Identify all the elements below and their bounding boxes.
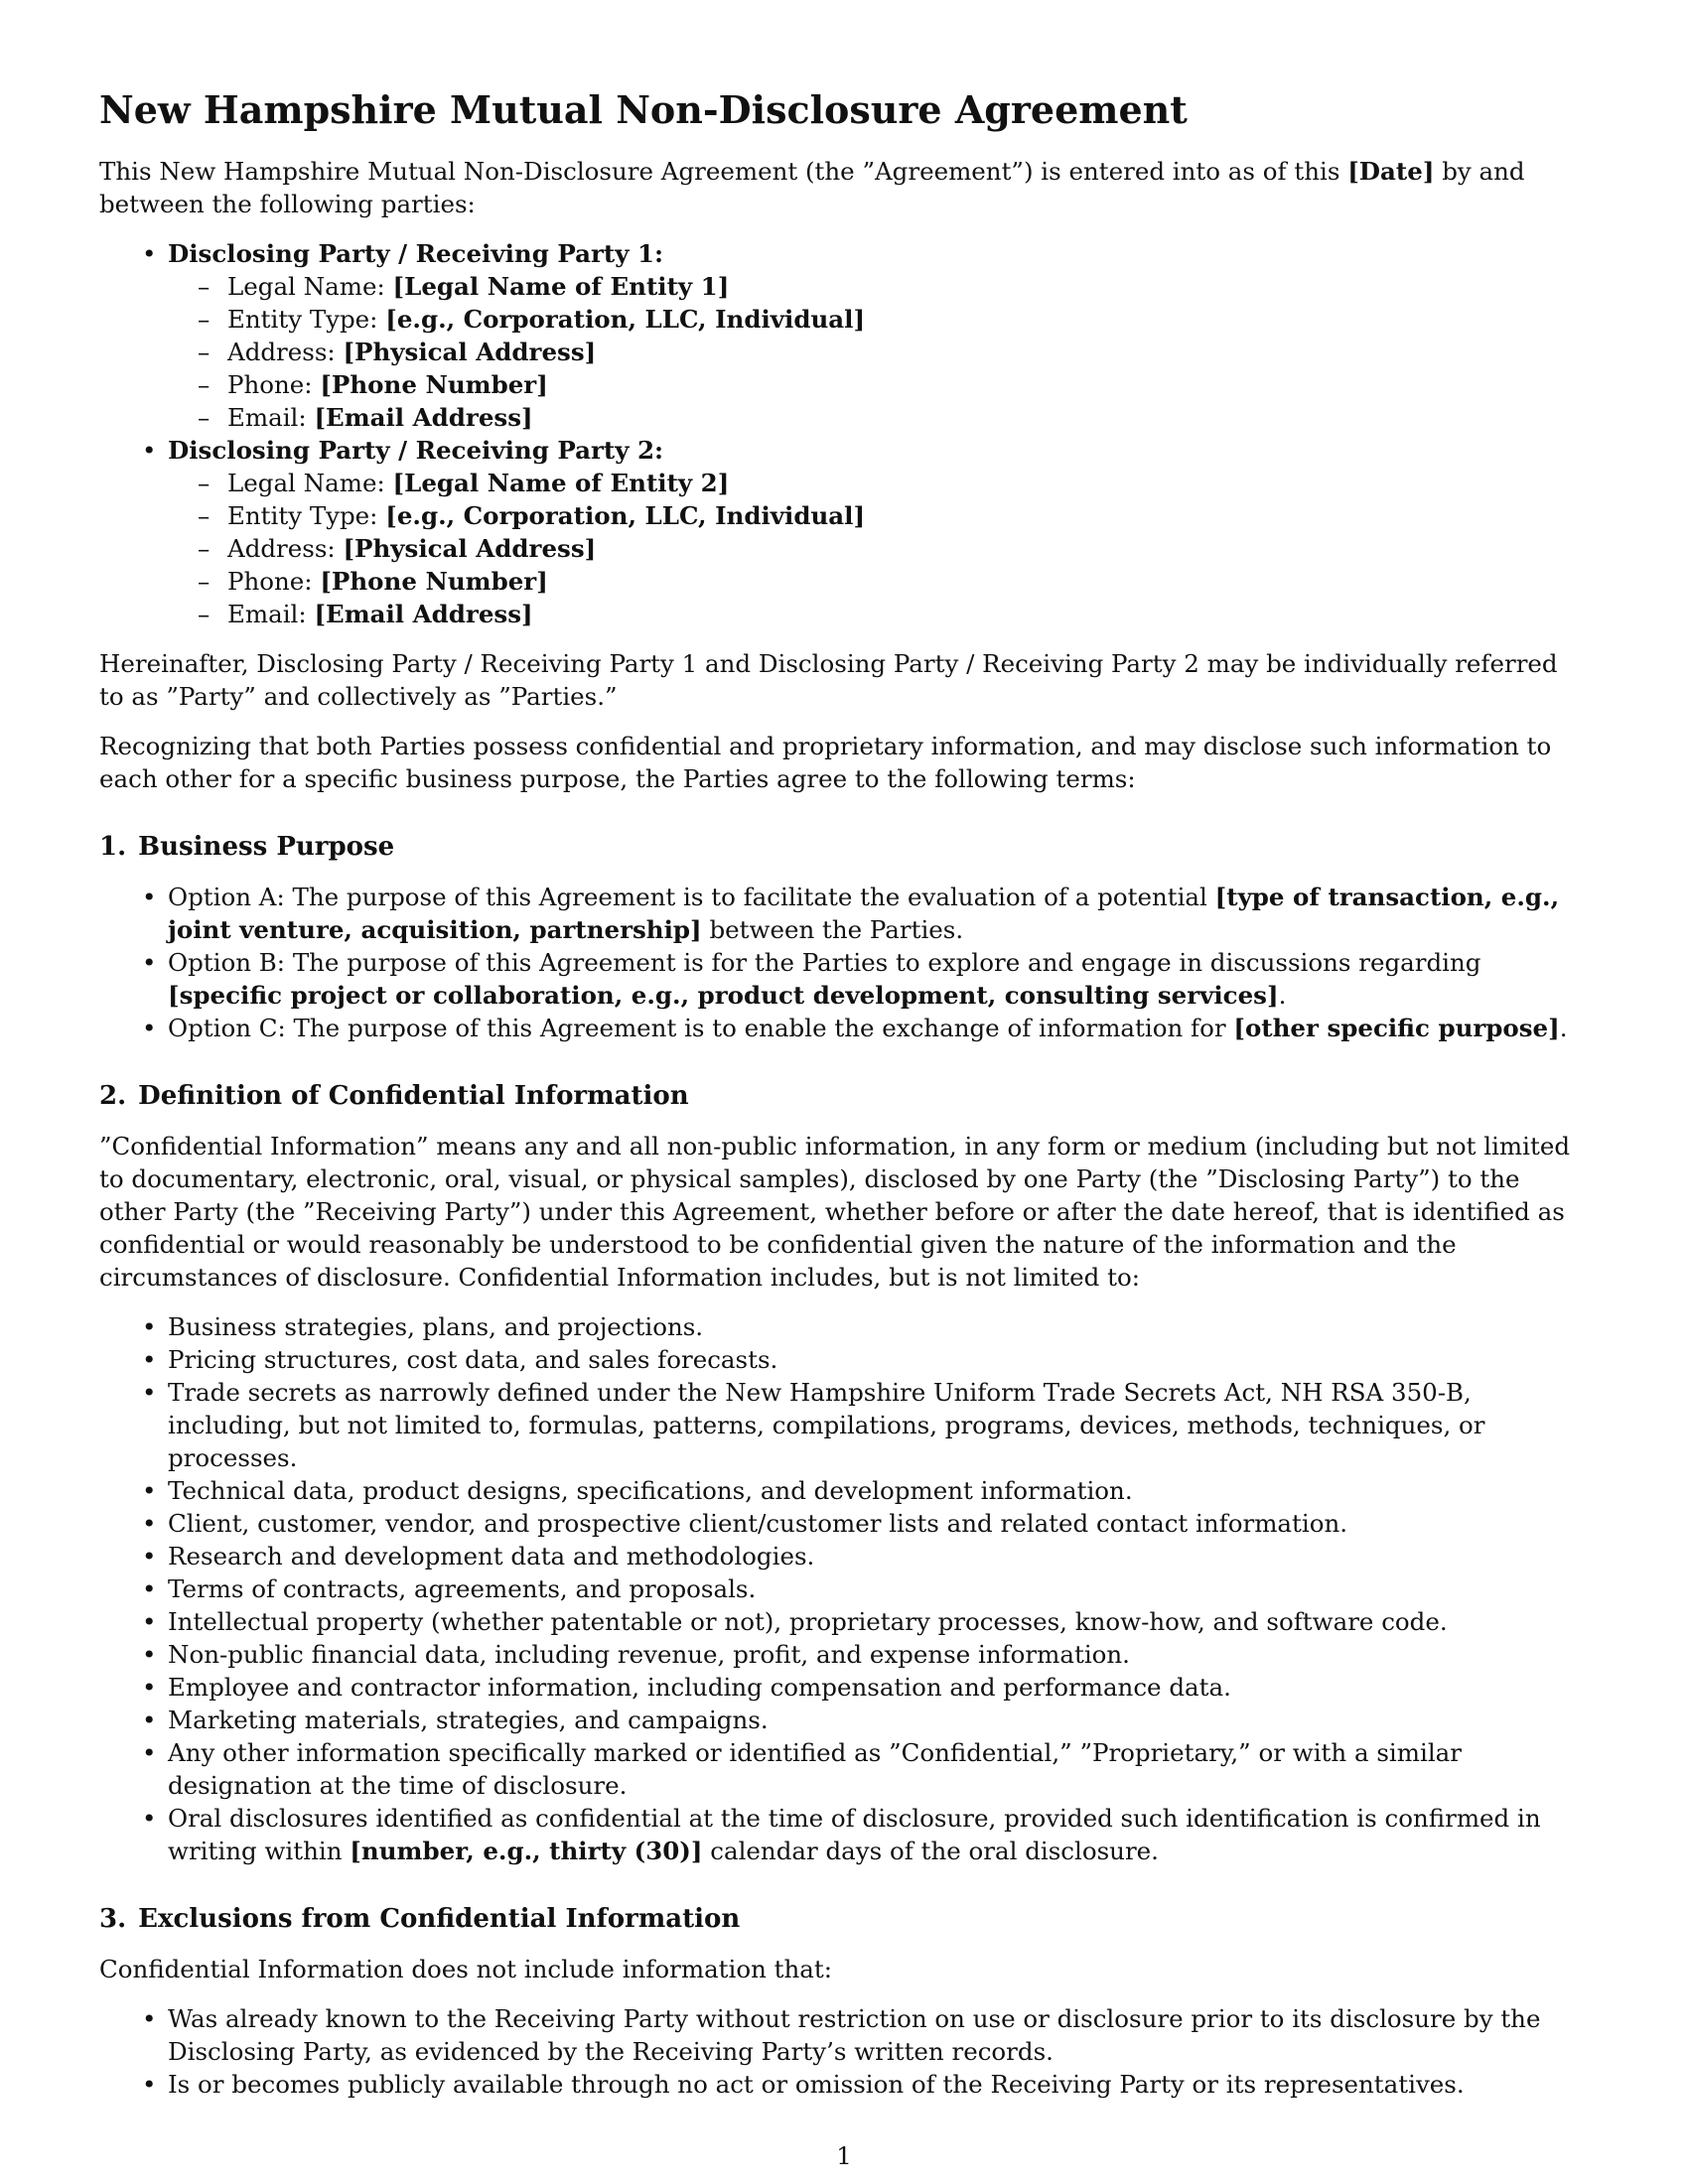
- list-item: • Employee and contractor information, including compensation and performance data.: [168, 1671, 1589, 1704]
- party-field: [227, 270, 1589, 303]
- field-label: Address:: [227, 338, 344, 366]
- field-label: Email:: [227, 403, 315, 432]
- party-2: [168, 434, 1589, 630]
- field-placeholder: [e.g., Corporation, LLC, Individual]: [385, 501, 866, 530]
- section-number: 3.: [99, 1904, 127, 1934]
- field-placeholder: [Legal Name of Entity 1]: [392, 272, 730, 301]
- intro-text-end: by and between the following parties:: [99, 157, 1525, 218]
- field-label: Email:: [227, 600, 315, 628]
- party-field: [227, 303, 1589, 336]
- recognizing-paragraph: Recognizing that both Parties possess confidential and proprietary information, and may disclose such information to each other for a specific business purpose, the Parties agree to the following terms:: [99, 732, 1552, 793]
- section-2-heading: [99, 1080, 1589, 1113]
- party-heading: Disclosing Party / Receiving Party 1:: [168, 239, 664, 268]
- party-field: [227, 467, 1589, 499]
- document-page: [99, 87, 1589, 2117]
- list-item: • Business strategies, plans, and projections.: [168, 1310, 1589, 1343]
- field-placeholder: [Physical Address]: [343, 534, 597, 563]
- option-text-end: between the Parties.: [701, 915, 964, 944]
- definition-paragraph: ”Confidential Information” means any and all non-public information, in any form or medium (including but not limited to documentary, electronic, oral, visual, or physical samples), disclosed by one Party (the ”Disclosing Party”) to the other Party (the ”Receiving Party”) under this Agreement, whether before or after the date hereof, that is identified as confidential or would reasonably be understood to be confidential given the nature of the information and the circumstances of disclosure. Confidential Information includes, but is not limited to:: [99, 1132, 1571, 1292]
- days-placeholder: [number, e.g., thirty (30)]: [350, 1837, 703, 1865]
- option-placeholder: [type of transaction, e.g., joint venture, acquisition, partnership]: [168, 883, 1560, 944]
- business-purpose-options: [99, 881, 1589, 1044]
- field-placeholder: [Email Address]: [314, 403, 533, 432]
- list-item: • Pricing structures, cost data, and sales forecasts.: [168, 1343, 1589, 1376]
- field-placeholder: [Email Address]: [314, 600, 533, 628]
- oral-item-text: Oral disclosures identified as confidential at the time of disclosure, provided such identification is confirmed in writing within: [168, 1804, 1541, 1865]
- section-title: Exclusions from Confidential Information: [138, 1904, 741, 1934]
- option-text: Option A: The purpose of this Agreement is to facilitate the evaluation of a potential: [168, 883, 1215, 911]
- list-item: • Trade secrets as narrowly defined under the New Hampshire Uniform Trade Secrets Act, NH RSA 350-B, including, but not limited to, formulas, patterns, compilations, programs, devices, methods, techniques, or processes.: [168, 1376, 1589, 1474]
- list-item: • Client, customer, vendor, and prospective client/customer lists and related contact information.: [168, 1507, 1589, 1540]
- list-item: • Intellectual property (whether patentable or not), proprietary processes, know-how, and software code.: [168, 1605, 1589, 1638]
- option-text: Option C: The purpose of this Agreement is to enable the exchange of information for: [168, 1014, 1234, 1042]
- field-label: Legal Name:: [227, 272, 393, 301]
- hereinafter-paragraph: Hereinafter, Disclosing Party / Receiving Party 1 and Disclosing Party / Receiving Party 2 may be individually referred to as ”Party” and collectively as ”Parties.”: [99, 649, 1558, 711]
- party-2-fields: [168, 467, 1589, 630]
- field-label: Entity Type:: [227, 501, 386, 530]
- party-field: [227, 336, 1589, 368]
- field-placeholder: [e.g., Corporation, LLC, Individual]: [385, 305, 866, 334]
- exclusions-paragraph: Confidential Information does not include information that:: [99, 1955, 833, 1983]
- party-1-fields: [168, 270, 1589, 434]
- option-text: Option B: The purpose of this Agreement is for the Parties to explore and engage in discussions regarding: [168, 948, 1481, 977]
- field-label: Phone:: [227, 567, 321, 596]
- list-item: [168, 1802, 1589, 1867]
- option-item: [168, 1012, 1589, 1044]
- field-label: Address:: [227, 534, 344, 563]
- party-field: [227, 598, 1589, 630]
- field-placeholder: [Legal Name of Entity 2]: [392, 469, 730, 497]
- party-field: [227, 401, 1589, 434]
- list-item: • Terms of contracts, agreements, and proposals.: [168, 1572, 1589, 1605]
- field-label: Legal Name:: [227, 469, 393, 497]
- option-placeholder: [specific project or collaboration, e.g., product development, consulting services]: [168, 981, 1279, 1010]
- intro-paragraph: [99, 155, 1589, 220]
- field-label: Phone:: [227, 370, 321, 399]
- exclusions-list: [99, 2002, 1589, 2101]
- party-field: [227, 368, 1589, 401]
- option-item: [168, 881, 1589, 946]
- section-3-heading: [99, 1903, 1589, 1936]
- confidential-info-list: [99, 1310, 1589, 1867]
- option-text-end: .: [1559, 1014, 1568, 1042]
- party-field: [227, 499, 1589, 532]
- section-title: Business Purpose: [138, 832, 395, 862]
- parties-list: [99, 237, 1589, 630]
- party-field: [227, 565, 1589, 598]
- list-item: • Research and development data and methodologies.: [168, 1540, 1589, 1572]
- list-item: • Any other information specifically marked or identified as ”Confidential,” ”Proprietary,” or with a similar designation at the time of disclosure.: [168, 1736, 1589, 1802]
- field-placeholder: [Phone Number]: [320, 370, 548, 399]
- list-item: • Marketing materials, strategies, and campaigns.: [168, 1704, 1589, 1736]
- section-number: 2.: [99, 1081, 127, 1111]
- party-1: [168, 237, 1589, 434]
- intro-text: This New Hampshire Mutual Non-Disclosure Agreement (the ”Agreement”) is entered into as of this: [99, 157, 1348, 186]
- list-item: • Is or becomes publicly available through no act or omission of the Receiving Party or its representatives.: [168, 2068, 1589, 2101]
- page-number: 1: [836, 2141, 852, 2170]
- option-item: [168, 946, 1589, 1012]
- list-item: • Was already known to the Receiving Party without restriction on use or disclosure prior to its disclosure by the Disclosing Party, as evidenced by the Receiving Party’s written records.: [168, 2002, 1589, 2068]
- date-placeholder: [Date]: [1347, 157, 1435, 186]
- option-text-end: .: [1278, 981, 1287, 1010]
- list-item: • Non-public financial data, including revenue, profit, and expense information.: [168, 1638, 1589, 1671]
- section-1-heading: [99, 831, 1589, 864]
- party-field: [227, 532, 1589, 565]
- field-label: Entity Type:: [227, 305, 386, 334]
- party-heading: Disclosing Party / Receiving Party 2:: [168, 436, 664, 465]
- list-item: • Technical data, product designs, specifications, and development information.: [168, 1474, 1589, 1507]
- field-placeholder: [Phone Number]: [320, 567, 548, 596]
- field-placeholder: [Physical Address]: [343, 338, 597, 366]
- option-placeholder: [other specific purpose]: [1233, 1014, 1560, 1042]
- oral-item-text-end: calendar days of the oral disclosure.: [702, 1837, 1159, 1865]
- section-number: 1.: [99, 832, 127, 862]
- document-title: New Hampshire Mutual Non-Disclosure Agreement: [99, 87, 1188, 132]
- section-title: Definition of Confidential Information: [138, 1081, 689, 1111]
